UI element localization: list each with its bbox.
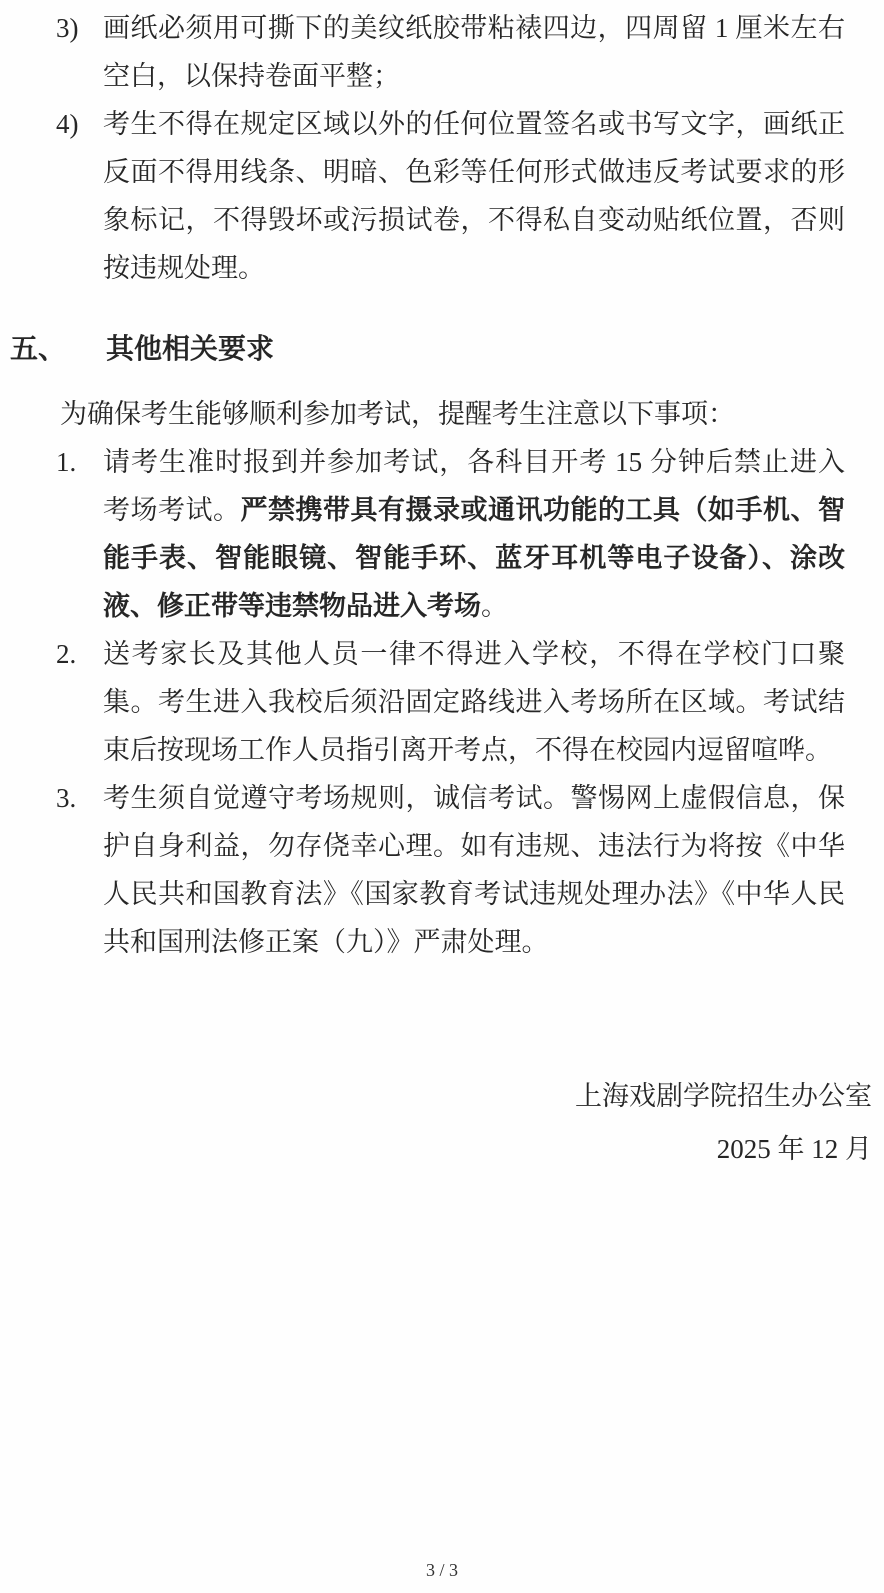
list-item — [0, 438, 884, 630]
signature-block — [0, 1070, 884, 1176]
notice-list — [0, 438, 884, 966]
list-item-number: 4) — [56, 109, 79, 139]
section-number: 五、 — [10, 334, 67, 365]
list-item — [0, 4, 884, 100]
list-item — [0, 100, 884, 292]
list-item-bold-text: 严禁携带具有摄录或通讯功能的工具（如手机、智能手表、智能眼镜、智能手环、蓝牙耳机等电子设备）、涂改液、修正带等违禁物品进入考场 — [103, 495, 845, 621]
list-item-text: 送考家长及其他人员一律不得进入学校，不得在学校门口聚集。考生进入我校后须沿固定路线进入考场所在区域。考试结束后按现场工作人员指引离开考点，不得在校园内逗留喧哗。 — [103, 639, 845, 765]
list-item — [0, 774, 884, 966]
section-heading — [10, 326, 884, 374]
list-item — [0, 630, 884, 774]
list-item-text: 考生不得在规定区域以外的任何位置签名或书写文字，画纸正反面不得用线条、明暗、色彩等任何形式做违反考试要求的形象标记，不得毁坏或污损试卷，不得私自变动贴纸位置，否则按违规处理。 — [103, 109, 845, 283]
continued-list — [0, 4, 884, 292]
list-item-text: 考生须自觉遵守考场规则，诚信考试。警惕网上虚假信息，保护自身利益，勿存侥幸心理。如有违规、违法行为将按《中华人民共和国教育法》《国家教育考试违规处理办法》《中华人民共和国刑法修正案（九）》严肃处理。 — [103, 783, 845, 957]
list-item-number: 2. — [56, 639, 77, 669]
list-item-text: 。 — [481, 591, 508, 621]
intro-paragraph: 为确保考生能够顺利参加考试，提醒考生注意以下事项： — [60, 399, 735, 429]
list-item-number: 3) — [56, 13, 79, 43]
signature-date: 2025 年 12 月 — [716, 1134, 872, 1164]
list-item-text: 画纸必须用可撕下的美纹纸胶带粘裱四边，四周留 1 厘米左右空白，以保持卷面平整； — [103, 13, 845, 91]
page-number-indicator: 3 / 3 — [425, 1560, 458, 1580]
section-title: 其他相关要求 — [106, 334, 275, 365]
list-item-text: 请考生准时报到并参加考试，各科目开考 15 分钟后禁止进入考场考试。 — [103, 447, 845, 525]
signature-org: 上海戏剧学院招生办公室 — [575, 1081, 872, 1111]
list-item-number: 3. — [56, 783, 77, 813]
list-item-number: 1. — [56, 447, 77, 477]
